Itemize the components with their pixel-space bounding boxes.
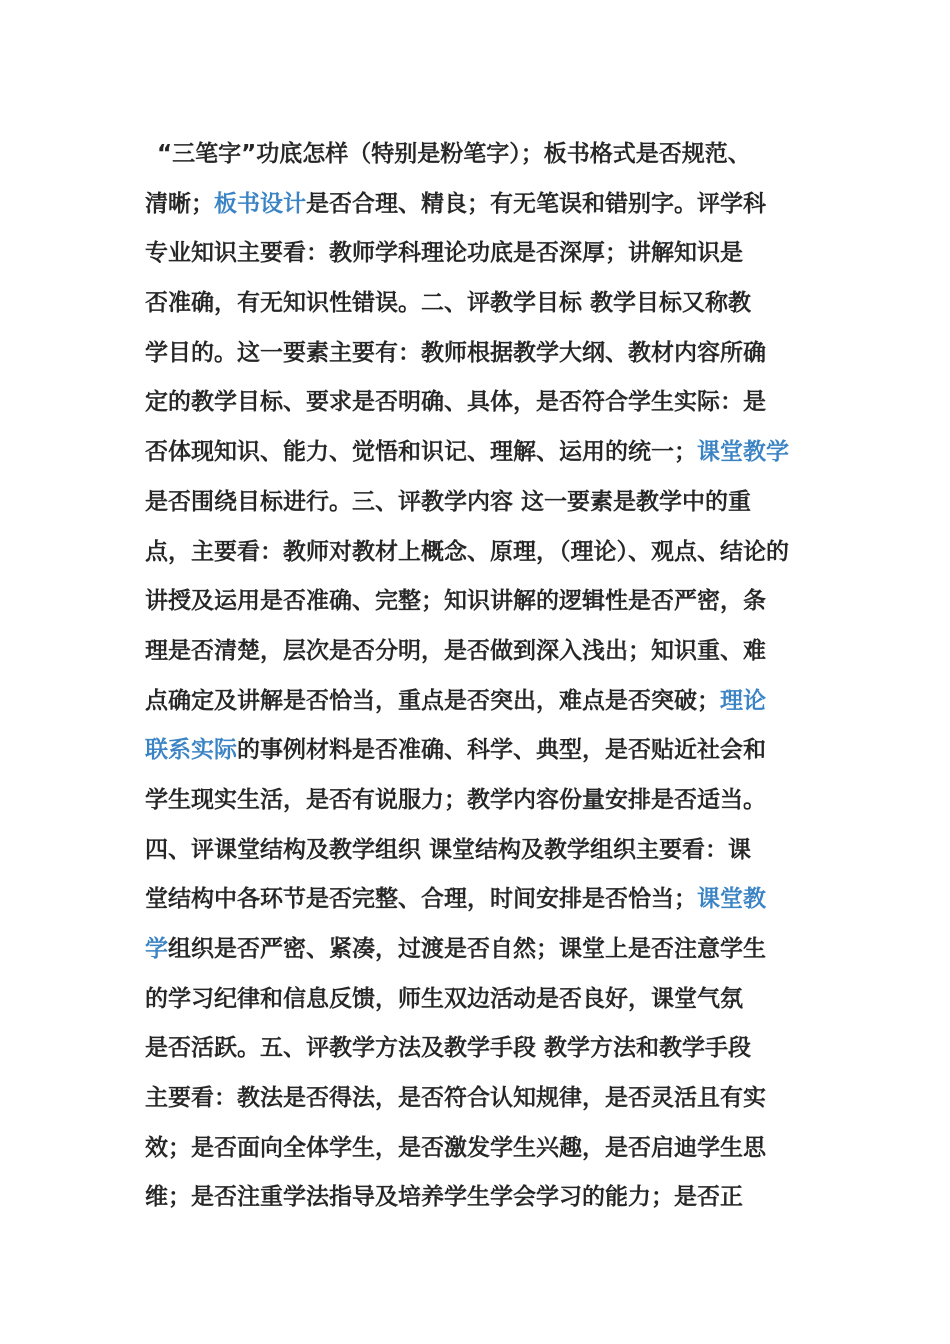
text-line bbox=[145, 577, 810, 627]
text-segment: 理是否清楚，层次是否分明，是否做到深入浅出；知识重、难 bbox=[145, 637, 766, 664]
text-segment: 的事例材料是否准确、科学、典型，是否贴近社会和 bbox=[237, 737, 766, 764]
text-segment: “三笔字”功底怎样（特别是粉笔字）；板书格式是否规范、 bbox=[157, 141, 751, 167]
text-line bbox=[145, 378, 810, 428]
text-segment: 定的教学目标、要求是否明确、具体，是否符合学生实际：是 bbox=[145, 389, 766, 416]
text-segment: 主要看：教法是否得法，是否符合认知规律，是否灵活且有实 bbox=[145, 1085, 766, 1112]
text-line bbox=[145, 1074, 810, 1124]
text-line bbox=[145, 925, 810, 975]
text-segment: 是否合理、精良；有无笔误和错别字。评学科 bbox=[306, 190, 766, 217]
text-line bbox=[145, 826, 810, 876]
text-line bbox=[145, 329, 810, 379]
keyword-link[interactable]: 课堂教 bbox=[697, 886, 766, 913]
text-line bbox=[145, 229, 810, 279]
text-line bbox=[145, 776, 810, 826]
body-text bbox=[145, 130, 810, 1223]
text-segment: 学生现实生活，是否有说服力；教学内容份量安排是否适当。 bbox=[145, 786, 766, 813]
text-segment: 否体现知识、能力、觉悟和识记、理解、运用的统一； bbox=[145, 439, 697, 466]
text-line bbox=[145, 478, 810, 528]
keyword-link[interactable]: 理论 bbox=[720, 687, 766, 714]
text-segment: 四、评课堂结构及教学组织 课堂结构及教学组织主要看：课 bbox=[145, 836, 752, 863]
text-line bbox=[145, 180, 810, 230]
keyword-link[interactable]: 板书设计 bbox=[214, 190, 306, 217]
text-segment: 讲授及运用是否准确、完整；知识讲解的逻辑性是否严密，条 bbox=[145, 588, 766, 615]
text-line bbox=[145, 279, 810, 329]
keyword-link[interactable]: 学 bbox=[145, 936, 168, 962]
text-line bbox=[145, 1124, 810, 1174]
text-line bbox=[145, 975, 810, 1025]
text-segment: 组织是否严密、紧凑，过渡是否自然；课堂上是否注意学生 bbox=[168, 936, 766, 962]
text-line bbox=[145, 428, 810, 478]
text-segment: 点，主要看：教师对教材上概念、原理，（理论）、观点、结论的 bbox=[145, 538, 789, 565]
text-line bbox=[145, 1024, 810, 1074]
text-segment: 学目的。这一要素主要有：教师根据教学大纲、教材内容所确 bbox=[145, 339, 766, 366]
text-segment: 维；是否注重学法指导及培养学生学会学习的能力；是否正 bbox=[145, 1184, 743, 1211]
text-line bbox=[145, 875, 810, 925]
text-segment: 的学习纪律和信息反馈，师生双边活动是否良好，课堂气氛 bbox=[145, 985, 743, 1012]
text-line bbox=[145, 528, 810, 578]
text-segment: 专业知识主要看：教师学科理论功底是否深厚；讲解知识是 bbox=[145, 240, 743, 267]
text-segment: 效；是否面向全体学生，是否激发学生兴趣，是否启迪学生思 bbox=[145, 1134, 766, 1161]
text-line bbox=[145, 726, 810, 776]
text-line bbox=[145, 130, 810, 180]
text-segment: 是否活跃。五、评教学方法及教学手段 教学方法和教学手段 bbox=[145, 1035, 752, 1062]
text-segment: 清晰； bbox=[145, 190, 214, 217]
text-line bbox=[145, 677, 810, 727]
text-line bbox=[145, 1173, 810, 1223]
text-segment: 点确定及讲解是否恰当，重点是否突出，难点是否突破； bbox=[145, 687, 720, 714]
text-line bbox=[145, 627, 810, 677]
text-segment: 是否围绕目标进行。三、评教学内容 这一要素是教学中的重 bbox=[145, 488, 752, 515]
keyword-link[interactable]: 课堂教学 bbox=[697, 439, 789, 466]
text-segment: 否准确，有无知识性错误。二、评教学目标 教学目标又称教 bbox=[145, 290, 752, 317]
keyword-link[interactable]: 联系实际 bbox=[145, 737, 237, 764]
text-segment: 堂结构中各环节是否完整、合理，时间安排是否恰当； bbox=[145, 886, 697, 913]
